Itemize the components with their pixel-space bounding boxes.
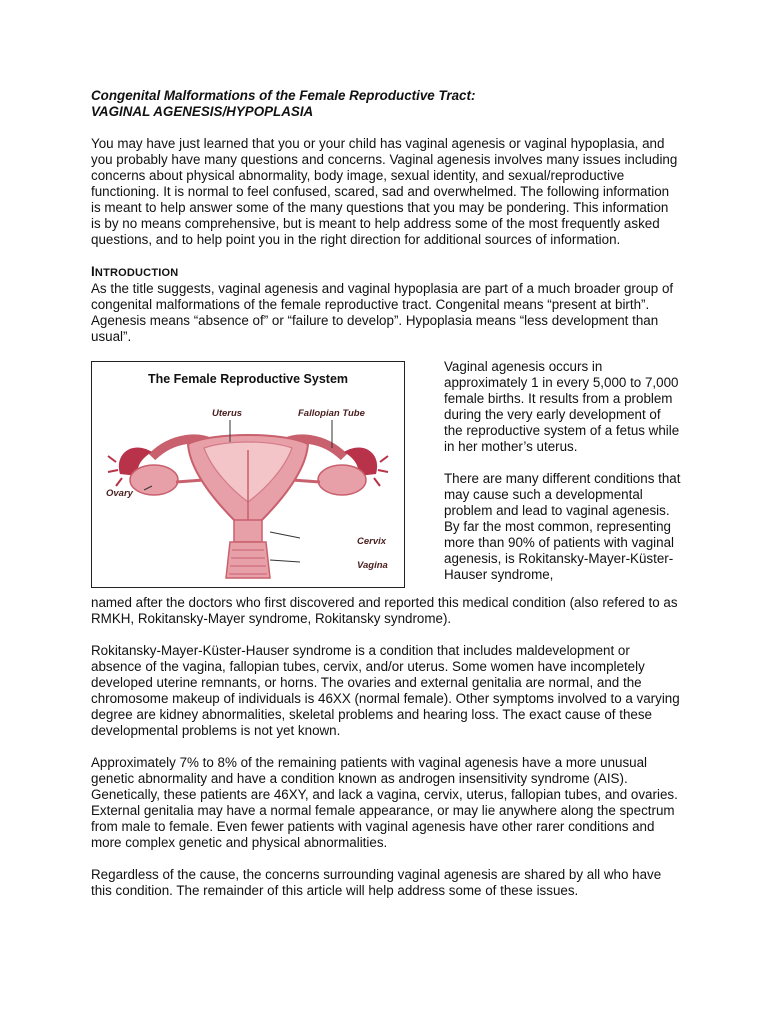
document-title-line-2: VAGINAL AGENESIS/HYPOPLASIA — [91, 104, 314, 119]
paragraph-closing: Regardless of the cause, the concerns surrounding vaginal agenesis are shared by all who have this condition. The remainder of this article will help address some of these issues. — [91, 867, 662, 898]
paragraph-ais: Approximately 7% to 8% of the remaining patients with vaginal agenesis have a more unusual genetic abnormality and have a condition known as androgen insensitivity syndrome (AIS). Genetically, these patients are 46XY, and lack a vagina, cervix, uterus, fallopian tubes, and ovaries. External genitalia may have a normal female appearance, or may lie anywhere along the spectrum from male to female. Even fewer patients with vaginal agenesis have other rarer conditions and more complex genetic and physical abnormalities. — [91, 755, 678, 850]
paragraph-rmkh: Rokitansky-Mayer-Küster-Hauser syndrome is a condition that includes maldevelopment or absence of the vagina, fallopian tubes, cervix, and/or uterus. Some women have incompletely developed uterine remnants, or horns. The ovaries and external genitalia are normal, and the chromosome makeup of individuals is 46XX (normal female). Other symptoms involved to a varying degree are kidney abnormalities, skeletal problems and hearing loss. The exact cause of these developmental problems is not yet known. — [91, 643, 680, 738]
document-title-line-1: Congenital Malformations of the Female Reproductive Tract: — [91, 88, 476, 103]
reproductive-system-figure — [91, 361, 405, 588]
label-fallopian-tube: Fallopian Tube — [298, 408, 365, 419]
section-heading-rest: NTRODUCTION — [94, 267, 179, 279]
label-ovary: Ovary — [106, 488, 133, 499]
label-uterus: Uterus — [212, 408, 243, 419]
document-body — [91, 88, 681, 899]
section-heading-cap: I — [91, 264, 95, 279]
side-paragraph-2: There are many different conditions that may cause such a developmental problem and lead to vaginal agenesis. By far the most common, representing more than 90% of patients with vaginal agenesis, is Rokitansky-Mayer-Küster-Hauser syndrome, — [444, 471, 681, 582]
intro-paragraph: You may have just learned that you or your child has vaginal agenesis or vaginal hypoplasia, and you probably have many questions and concerns. Vaginal agenesis involves many issues including concerns about physical abnormality, body image, sexual identity, and sexual/reproductive functioning. It is normal to feel confused, scared, sad and overwhelmed. The following information is meant to help answer some of the many questions that you may be pondering. This information is by no means comprehensive, but is meant to help address some of the most frequently asked questions, and to help point you in the right direction for additional sources of information. — [91, 136, 678, 247]
section-heading-introduction — [91, 264, 681, 281]
figure-row — [91, 359, 681, 599]
side-text-column — [444, 359, 681, 583]
uterus-illustration — [92, 362, 404, 587]
label-cervix: Cervix — [357, 536, 387, 547]
section-paragraph: As the title suggests, vaginal agenesis and vaginal hypoplasia are part of a much broader group of congenital malformations of the female reproductive tract. Congenital means “present at birth”. Agenesis means “absence of” or “failure to develop”. Hypoplasia means “less development than usual”. — [91, 281, 674, 344]
label-vagina: Vagina — [357, 560, 388, 571]
side-paragraph-1: Vaginal agenesis occurs in approximately 1 in every 5,000 to 7,000 female births. It results from a problem during the very early development of the reproductive system of a fetus while in her mother’s uterus. — [444, 359, 680, 454]
continuation-paragraph: named after the doctors who first discovered and reported this medical condition (also refered to as RMKH, Rokitansky-Mayer syndrome, Rokitansky syndrome). — [91, 595, 678, 626]
figure-title: The Female Reproductive System — [147, 372, 349, 386]
